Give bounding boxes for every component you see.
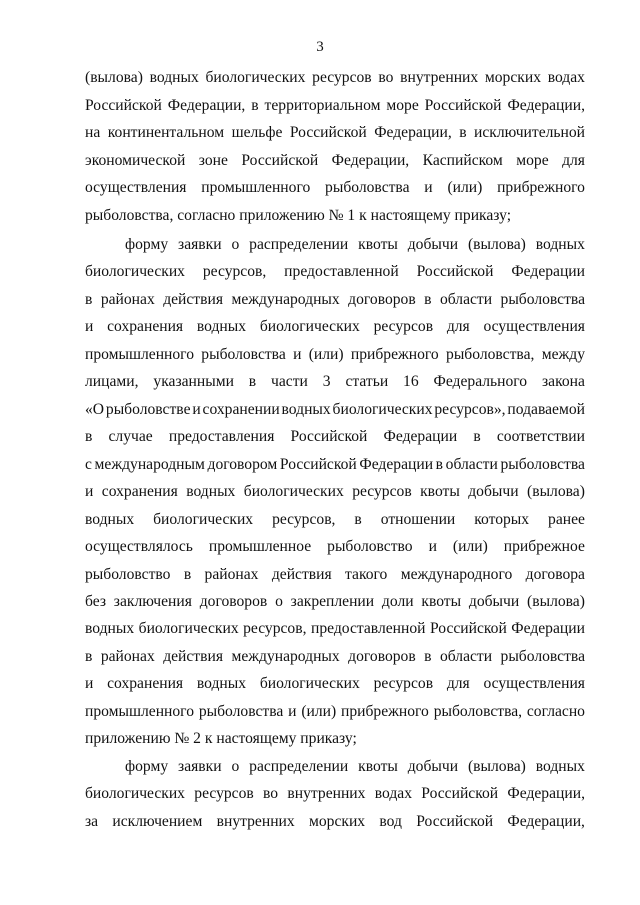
text-line: (вылова) водных биологических ресурсов во внутренних морских водах — [85, 69, 585, 86]
text-line: рыболовство в районах действия такого международного договора — [85, 566, 585, 583]
text-line: в случае предоставления Российской Федерации в соответствии — [85, 428, 585, 445]
text-line: промышленного рыболовства и (или) прибрежного рыболовства, между — [85, 346, 585, 363]
text-line: без заключения договоров о закреплении доли квоты добычи (вылова) — [85, 593, 585, 610]
text-line: на континентальном шельфе Российской Федерации, в исключительной — [85, 124, 585, 141]
text-line: Российской Федерации, в территориальном море Российской Федерации, — [85, 97, 585, 114]
text-line: и сохранения водных биологических ресурсов квоты добычи (вылова) — [85, 483, 585, 500]
text-line: с международным договором Российской Федерации в области рыболовства — [85, 456, 585, 473]
text-line: приложению № 2 к настоящему приказу; — [85, 730, 357, 747]
text-line: водных биологических ресурсов, в отношении которых ранее — [85, 511, 585, 528]
text-line: в районах действия международных договоров в области рыболовства — [85, 648, 585, 665]
text-line: рыболовства, согласно приложению № 1 к настоящему приказу; — [85, 207, 512, 224]
text-line: водных биологических ресурсов, предоставленной Российской Федерации — [85, 620, 585, 637]
text-line: форму заявки о распределении квоты добычи (вылова) водных — [125, 236, 585, 253]
text-line: форму заявки о распределении квоты добычи (вылова) водных — [125, 758, 585, 775]
text-line: и сохранения водных биологических ресурсов для осуществления — [85, 675, 585, 692]
text-line: за исключением внутренних морских вод Российской Федерации, — [85, 813, 585, 830]
text-line: лицами, указанными в части 3 статьи 16 Федерального закона — [85, 373, 585, 390]
text-line: биологических ресурсов, предоставленной Российской Федерации — [85, 263, 585, 280]
text-line: «О рыболовстве и сохранении водных биологических ресурсов», подаваемой — [85, 401, 585, 418]
text-line: осуществления промышленного рыболовства и (или) прибрежного — [85, 179, 585, 196]
text-line: осуществлялось промышленное рыболовство и (или) прибрежное — [85, 538, 585, 555]
text-line: и сохранения водных биологических ресурсов для осуществления — [85, 318, 585, 335]
page-number: 3 — [316, 39, 324, 55]
text-line: в районах действия международных договоров в области рыболовства — [85, 291, 585, 308]
text-line: экономической зоне Российской Федерации, Каспийском море для — [85, 152, 585, 169]
text-line: промышленного рыболовства и (или) прибрежного рыболовства, согласно — [85, 703, 585, 720]
text-line: биологических ресурсов во внутренних водах Российской Федерации, — [85, 785, 585, 802]
